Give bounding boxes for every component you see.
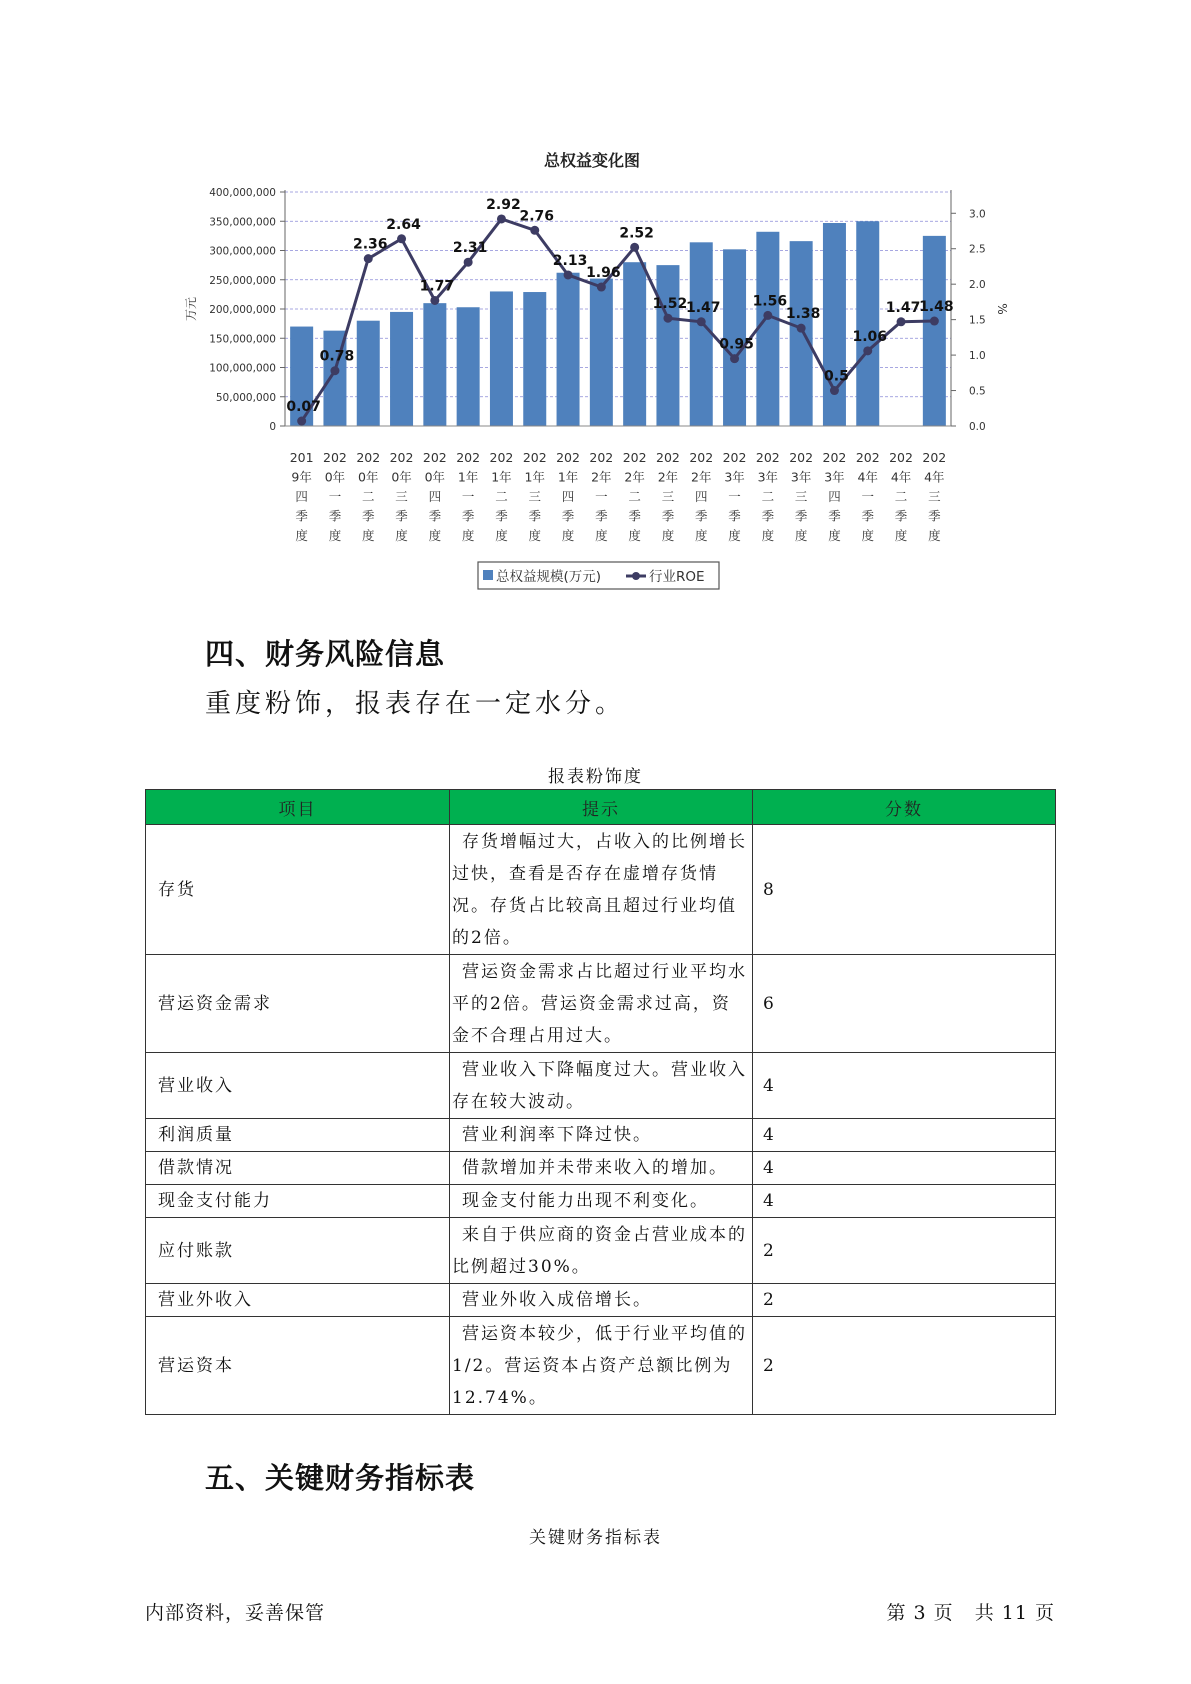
x-tick-label: 3年 (790, 469, 812, 485)
chart-svg (160, 140, 1009, 600)
x-tick-label: 二 (761, 489, 775, 504)
roe-data-label: 0.07 (286, 399, 321, 416)
x-tick-label: 季 (928, 508, 941, 524)
roe-data-label: 2.36 (352, 236, 388, 253)
x-tick-label: 202 (323, 450, 347, 465)
cell-score: 4 (753, 1053, 1056, 1119)
y2-tick-label: 3.0 (969, 208, 986, 221)
y2-tick-label: 0.0 (969, 421, 986, 433)
cell-score: 8 (753, 825, 1056, 955)
x-tick-label: 度 (894, 528, 908, 543)
x-tick-label: 一 (861, 489, 875, 504)
table-row (146, 1185, 1056, 1218)
roe-data-label: 1.56 (752, 293, 788, 310)
cell-score: 2 (753, 1218, 1056, 1284)
roe-point (597, 283, 606, 292)
x-tick-label: 0年 (324, 469, 346, 485)
table-row (146, 1053, 1056, 1119)
cell-item: 营业收入 (146, 1053, 450, 1119)
roe-data-label: 0.5 (824, 368, 849, 385)
roe-point (297, 417, 306, 426)
x-tick-label: 二 (495, 489, 508, 504)
roe-data-label: 1.48 (919, 299, 954, 316)
x-tick-label: 202 (556, 450, 580, 465)
x-tick-label: 季 (661, 508, 675, 524)
x-tick-label: 4年 (924, 469, 945, 485)
x-tick-label: 度 (395, 528, 408, 543)
x-tick-label: 度 (628, 528, 641, 543)
x-tick-label: 1年 (491, 469, 512, 485)
roe-point (530, 226, 539, 235)
table-row (146, 1119, 1056, 1152)
x-tick-label: 四 (295, 489, 308, 504)
y2-tick-label: 0.5 (969, 385, 986, 398)
x-tick-label: 2年 (624, 469, 645, 485)
roe-data-label: 0.78 (319, 348, 355, 365)
x-tick-label: 度 (561, 528, 575, 543)
cell-score: 4 (753, 1119, 1056, 1152)
x-tick-label: 四 (561, 489, 575, 504)
cell-hint: 存货增幅过大，占收入的比例增长过快，查看是否存在虚增存货情况。存货占比较高且超过行业均值的2倍。 (450, 825, 753, 955)
y-tick-label: 350,000,000 (209, 216, 276, 229)
x-tick-label: 三 (528, 489, 542, 504)
legend-line-marker (632, 572, 640, 580)
bar (790, 241, 813, 426)
x-tick-label: 202 (822, 450, 847, 465)
x-tick-label: 季 (894, 508, 908, 524)
legend-bar-swatch (483, 570, 493, 580)
table-row (146, 1152, 1056, 1185)
x-tick-label: 0年 (424, 469, 446, 485)
roe-data-label: 2.13 (552, 252, 588, 269)
y-tick-label: 0 (269, 421, 276, 433)
x-tick-label: 度 (361, 528, 375, 543)
y2-tick-label: 1.5 (969, 314, 986, 327)
x-tick-label: 度 (595, 528, 608, 543)
x-tick-label: 202 (889, 450, 913, 465)
x-tick-label: 202 (622, 450, 647, 465)
table-row (146, 1284, 1056, 1317)
x-tick-label: 季 (361, 508, 375, 524)
x-tick-label: 202 (456, 450, 481, 465)
x-tick-label: 季 (328, 508, 342, 524)
x-tick-label: 季 (728, 508, 741, 524)
section5-heading: 五、关键财务指标表 (205, 1461, 476, 1495)
bar (390, 312, 413, 426)
cell-item: 现金支付能力 (146, 1185, 450, 1218)
x-tick-label: 度 (828, 528, 841, 543)
roe-data-label: 2.76 (519, 208, 555, 225)
x-tick-label: 季 (828, 508, 841, 524)
x-tick-label: 季 (761, 508, 775, 524)
x-tick-label: 一 (728, 489, 741, 504)
x-tick-label: 201 (289, 450, 314, 465)
x-tick-label: 二 (894, 489, 908, 504)
x-tick-label: 度 (295, 528, 308, 543)
y-tick-label: 50,000,000 (215, 391, 276, 404)
equity-chart (160, 140, 1009, 600)
roe-point (630, 243, 639, 252)
table-row (146, 955, 1056, 1053)
x-tick-label: 3年 (757, 469, 779, 485)
roe-point (897, 317, 906, 326)
x-tick-label: 一 (328, 489, 342, 504)
cell-item: 存货 (146, 825, 450, 955)
x-tick-label: 季 (595, 508, 608, 524)
cell-hint: 营运资金需求占比超过行业平均水平的2倍。营运资金需求过高，资金不合理占用过大。 (450, 955, 753, 1053)
y-tick-label: 150,000,000 (209, 333, 276, 346)
x-tick-label: 季 (395, 508, 408, 524)
roe-data-label: 1.52 (652, 296, 688, 313)
x-tick-label: 三 (395, 489, 408, 504)
x-tick-label: 季 (495, 508, 508, 524)
x-tick-label: 季 (295, 508, 308, 524)
roe-data-label: 1.77 (419, 278, 455, 295)
roe-point (763, 311, 772, 320)
bar (923, 236, 946, 426)
x-tick-label: 度 (928, 528, 941, 543)
x-tick-label: 202 (589, 450, 614, 465)
cell-hint: 借款增加并未带来收入的增加。 (450, 1152, 753, 1185)
roe-data-label: 1.06 (852, 328, 888, 345)
roe-point (730, 354, 739, 363)
x-tick-label: 季 (794, 508, 808, 524)
header-item: 项目 (146, 790, 450, 825)
y-tick-label: 250,000,000 (209, 274, 276, 287)
x-tick-label: 202 (755, 450, 780, 465)
x-tick-label: 1年 (457, 469, 479, 485)
x-tick-label: 二 (628, 489, 641, 504)
cell-score: 4 (753, 1152, 1056, 1185)
cell-score: 4 (753, 1185, 1056, 1218)
x-tick-label: 3年 (824, 469, 845, 485)
bar (523, 292, 546, 426)
roe-data-label: 2.64 (386, 216, 421, 233)
x-tick-label: 四 (828, 489, 841, 504)
roe-point (697, 317, 706, 326)
roe-data-label: 2.92 (486, 196, 521, 213)
table-row (146, 825, 1056, 955)
x-tick-label: 季 (861, 508, 875, 524)
header-score: 分数 (753, 790, 1056, 825)
roe-data-label: 2.31 (452, 240, 488, 257)
roe-point (430, 296, 439, 305)
y-tick-label: 200,000,000 (209, 304, 276, 316)
cell-item: 借款情况 (146, 1152, 450, 1185)
x-tick-label: 度 (794, 528, 808, 543)
roe-point (564, 270, 573, 279)
x-tick-label: 202 (922, 450, 947, 465)
y2-tick-label: 2.0 (969, 279, 986, 292)
cell-hint: 营业收入下降幅度过大。营业收入存在较大波动。 (450, 1053, 753, 1119)
cell-hint: 营业外收入成倍增长。 (450, 1284, 753, 1317)
bar (457, 307, 480, 426)
x-tick-label: 度 (694, 528, 708, 543)
x-tick-label: 202 (489, 450, 514, 465)
roe-data-label: 0.95 (719, 336, 754, 353)
cell-score: 2 (753, 1317, 1056, 1415)
cell-hint: 营业利润率下降过快。 (450, 1119, 753, 1152)
bar (756, 232, 779, 426)
chart-title: 总权益变化图 (543, 151, 641, 170)
y2-tick-label: 1.0 (969, 350, 986, 363)
x-tick-label: 季 (694, 508, 708, 524)
x-tick-label: 202 (722, 450, 747, 465)
roe-point (330, 366, 339, 375)
roe-point (397, 234, 406, 243)
y-axis-label: 万元 (184, 296, 198, 322)
x-tick-label: 0年 (391, 469, 412, 485)
x-tick-label: 度 (461, 528, 475, 543)
legend-line-label: 行业ROE (649, 569, 705, 585)
cell-hint: 现金支付能力出现不利变化。 (450, 1185, 753, 1218)
roe-data-label: 2.52 (619, 225, 654, 242)
bar (823, 223, 846, 426)
x-tick-label: 三 (928, 489, 941, 504)
header-hint: 提示 (450, 790, 753, 825)
x-tick-label: 9年 (291, 469, 312, 485)
roe-point (497, 214, 506, 223)
cell-hint: 营运资本较少，低于行业平均值的1/2。营运资本占资产总额比例为12.74%。 (450, 1317, 753, 1415)
x-tick-label: 度 (861, 528, 875, 543)
x-tick-label: 二 (361, 489, 375, 504)
y-tick-label: 100,000,000 (209, 362, 276, 375)
x-tick-label: 度 (328, 528, 342, 543)
bar (623, 262, 646, 426)
bar (490, 291, 513, 426)
x-tick-label: 1年 (557, 469, 579, 485)
x-tick-label: 2年 (591, 469, 612, 485)
cell-item: 营运资本 (146, 1317, 450, 1415)
footer-page-number: 第 3 页 共 11 页 (886, 1602, 1055, 1624)
bar (357, 321, 380, 426)
cell-score: 2 (753, 1284, 1056, 1317)
y2-axis-label: % (995, 303, 1009, 315)
x-tick-label: 度 (495, 528, 508, 543)
y-tick-label: 400,000,000 (209, 187, 276, 199)
legend-bar-label: 总权益规模(万元) (496, 569, 602, 585)
section4-heading: 四、财务风险信息 (205, 637, 446, 671)
roe-data-label: 1.38 (785, 306, 821, 323)
x-tick-label: 季 (461, 508, 475, 524)
x-tick-label: 3年 (724, 469, 745, 485)
roe-point (797, 324, 806, 333)
table-row (146, 1218, 1056, 1284)
bar (856, 221, 879, 426)
roe-point (863, 346, 872, 355)
x-tick-label: 4年 (857, 469, 878, 485)
x-tick-label: 202 (389, 450, 414, 465)
x-tick-label: 度 (728, 528, 741, 543)
bar (557, 273, 580, 426)
x-tick-label: 四 (428, 489, 442, 504)
x-tick-label: 2年 (657, 469, 679, 485)
risk-summary: 重度粉饰，报表存在一定水分。 (205, 689, 626, 719)
roe-point (830, 386, 839, 395)
indicator-table-caption: 关键财务指标表 (529, 1528, 662, 1548)
x-tick-label: 三 (794, 489, 808, 504)
cell-item: 营业外收入 (146, 1284, 450, 1317)
roe-point (930, 317, 939, 326)
x-tick-label: 2年 (691, 469, 712, 485)
x-tick-label: 202 (855, 450, 880, 465)
x-tick-label: 一 (461, 489, 475, 504)
risk-table-header (146, 790, 1056, 825)
x-tick-label: 季 (561, 508, 575, 524)
x-tick-label: 一 (595, 489, 608, 504)
x-tick-label: 季 (628, 508, 641, 524)
bar (690, 242, 713, 426)
bar (423, 303, 446, 426)
x-tick-label: 度 (428, 528, 442, 543)
x-tick-label: 0年 (358, 469, 379, 485)
x-tick-label: 度 (528, 528, 542, 543)
x-tick-label: 202 (789, 450, 814, 465)
x-tick-label: 四 (694, 489, 708, 504)
cell-score: 6 (753, 955, 1056, 1053)
roe-data-label: 1.47 (685, 299, 721, 316)
x-tick-label: 1年 (524, 469, 545, 485)
roe-point (464, 258, 473, 267)
x-tick-label: 季 (428, 508, 442, 524)
x-tick-label: 度 (661, 528, 675, 543)
x-tick-label: 202 (356, 450, 381, 465)
risk-table-caption: 报表粉饰度 (548, 767, 643, 787)
x-tick-label: 202 (689, 450, 714, 465)
x-tick-label: 202 (522, 450, 547, 465)
x-tick-label: 202 (422, 450, 447, 465)
roe-point (364, 254, 373, 263)
x-tick-label: 度 (761, 528, 775, 543)
cell-hint: 来自于供应商的资金占营业成本的比例超过30%。 (450, 1218, 753, 1284)
x-tick-label: 4年 (890, 469, 912, 485)
cell-item: 营运资金需求 (146, 955, 450, 1053)
roe-point (663, 314, 672, 323)
footer-confidential: 内部资料，妥善保管 (145, 1602, 326, 1624)
table-row (146, 1317, 1056, 1415)
y2-tick-label: 2.5 (969, 243, 986, 256)
bar (590, 279, 613, 426)
x-tick-label: 三 (661, 489, 675, 504)
roe-data-label: 1.96 (586, 265, 621, 282)
y-tick-label: 300,000,000 (209, 245, 276, 258)
x-tick-label: 季 (528, 508, 542, 524)
cell-item: 应付账款 (146, 1218, 450, 1284)
risk-table (145, 789, 1056, 1415)
roe-data-label: 1.47 (885, 299, 921, 316)
cell-item: 利润质量 (146, 1119, 450, 1152)
x-tick-label: 202 (656, 450, 680, 465)
bar (656, 265, 679, 426)
